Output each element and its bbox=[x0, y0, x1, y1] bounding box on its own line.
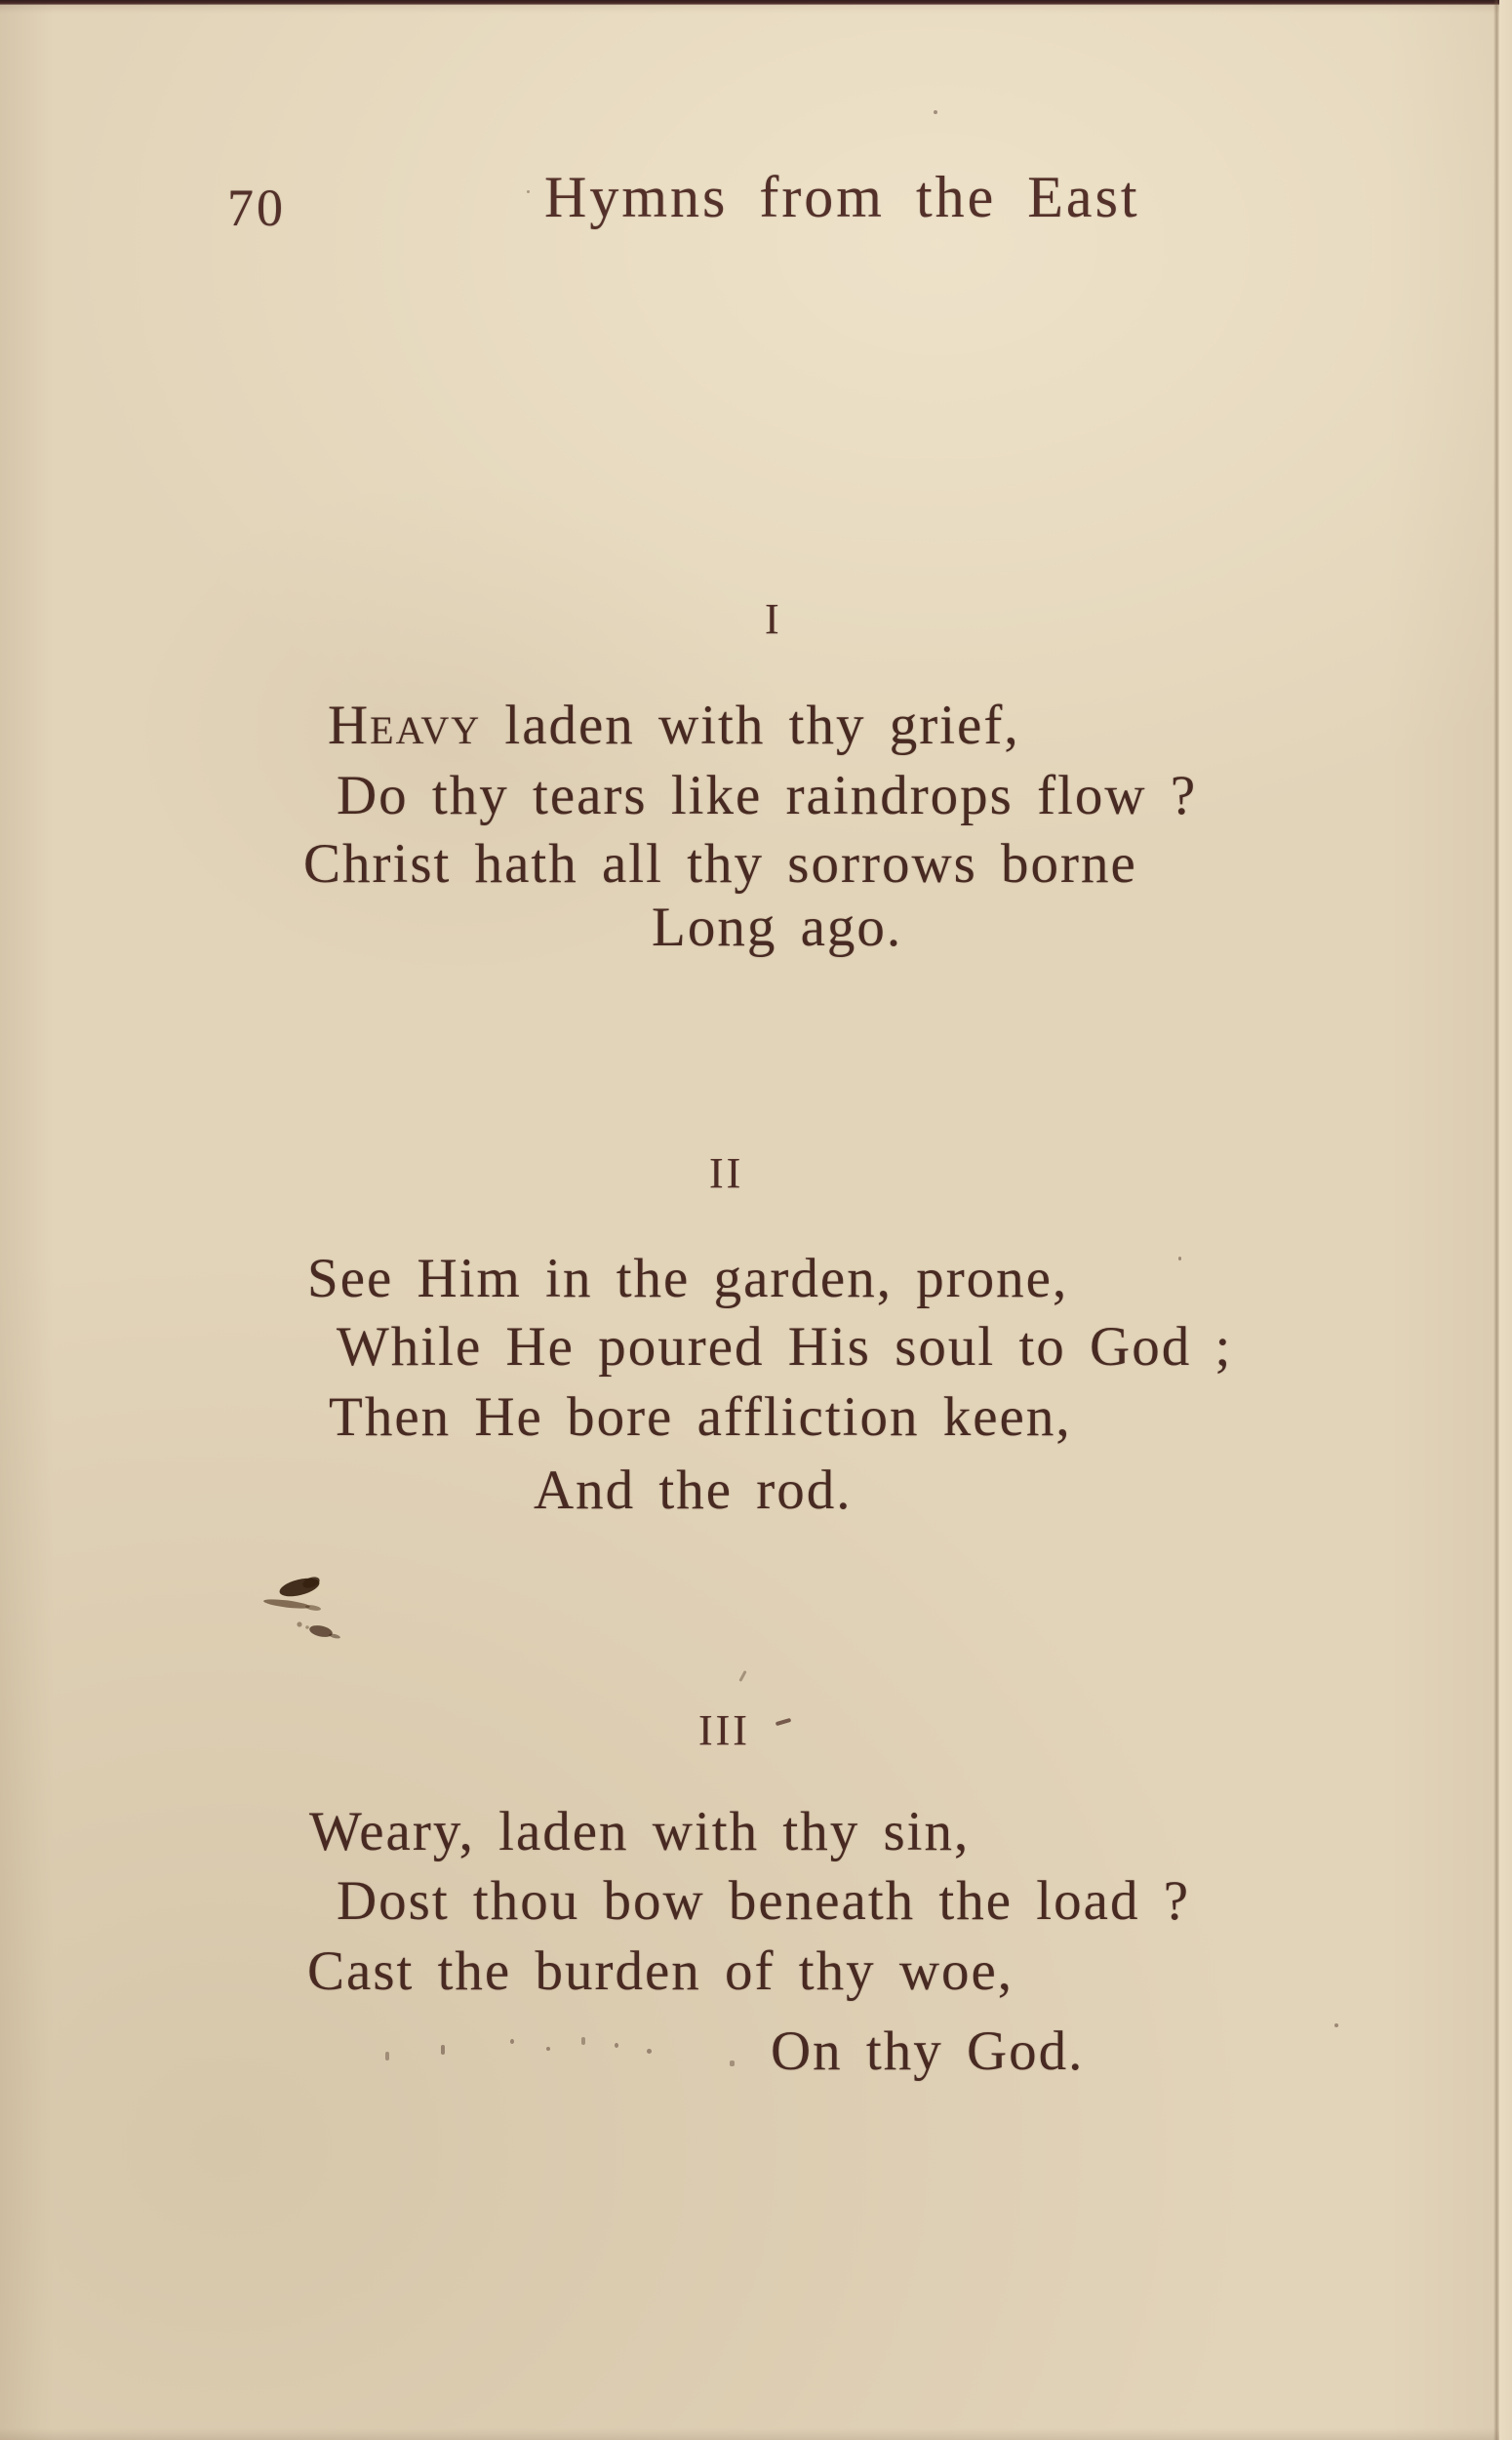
verse-line: Weary, laden with thy sin, bbox=[309, 1801, 971, 1862]
verse-line: Dost thou bow beneath the load ? bbox=[337, 1870, 1190, 1932]
verse-text: laden with thy grief, bbox=[481, 695, 1020, 756]
page-top-edge bbox=[0, 0, 1512, 5]
running-title: Hymns from the East bbox=[544, 165, 1140, 229]
verse-line bbox=[328, 694, 1020, 757]
ink-smudge bbox=[257, 1569, 364, 1657]
small-caps-lead-word: Heavy bbox=[328, 695, 482, 756]
verse-line: Cast the burden of thy woe, bbox=[307, 1940, 1015, 2002]
page-edge-sliver bbox=[1499, 0, 1512, 2440]
verse-line: Long ago. bbox=[652, 897, 903, 958]
page-number: 70 bbox=[227, 179, 286, 237]
verse-line: And the rod. bbox=[534, 1460, 853, 1521]
stanza-2-numeral: II bbox=[709, 1149, 744, 1197]
stray-ink-mark bbox=[776, 1718, 791, 1726]
stanza-3-numeral: III bbox=[698, 1706, 750, 1754]
verse-line: See Him in the garden, prone, bbox=[307, 1248, 1069, 1309]
verse-line: While He poured His soul to God ; bbox=[337, 1316, 1233, 1378]
verse-line: Then He bore affliction keen, bbox=[329, 1386, 1072, 1448]
verse-line: Do thy tears like raindrops flow ? bbox=[337, 765, 1198, 826]
stanza-1-numeral: I bbox=[765, 595, 782, 643]
verse-line: Christ hath all thy sorrows borne bbox=[303, 833, 1137, 895]
verse-line: On thy God. bbox=[771, 2020, 1085, 2082]
